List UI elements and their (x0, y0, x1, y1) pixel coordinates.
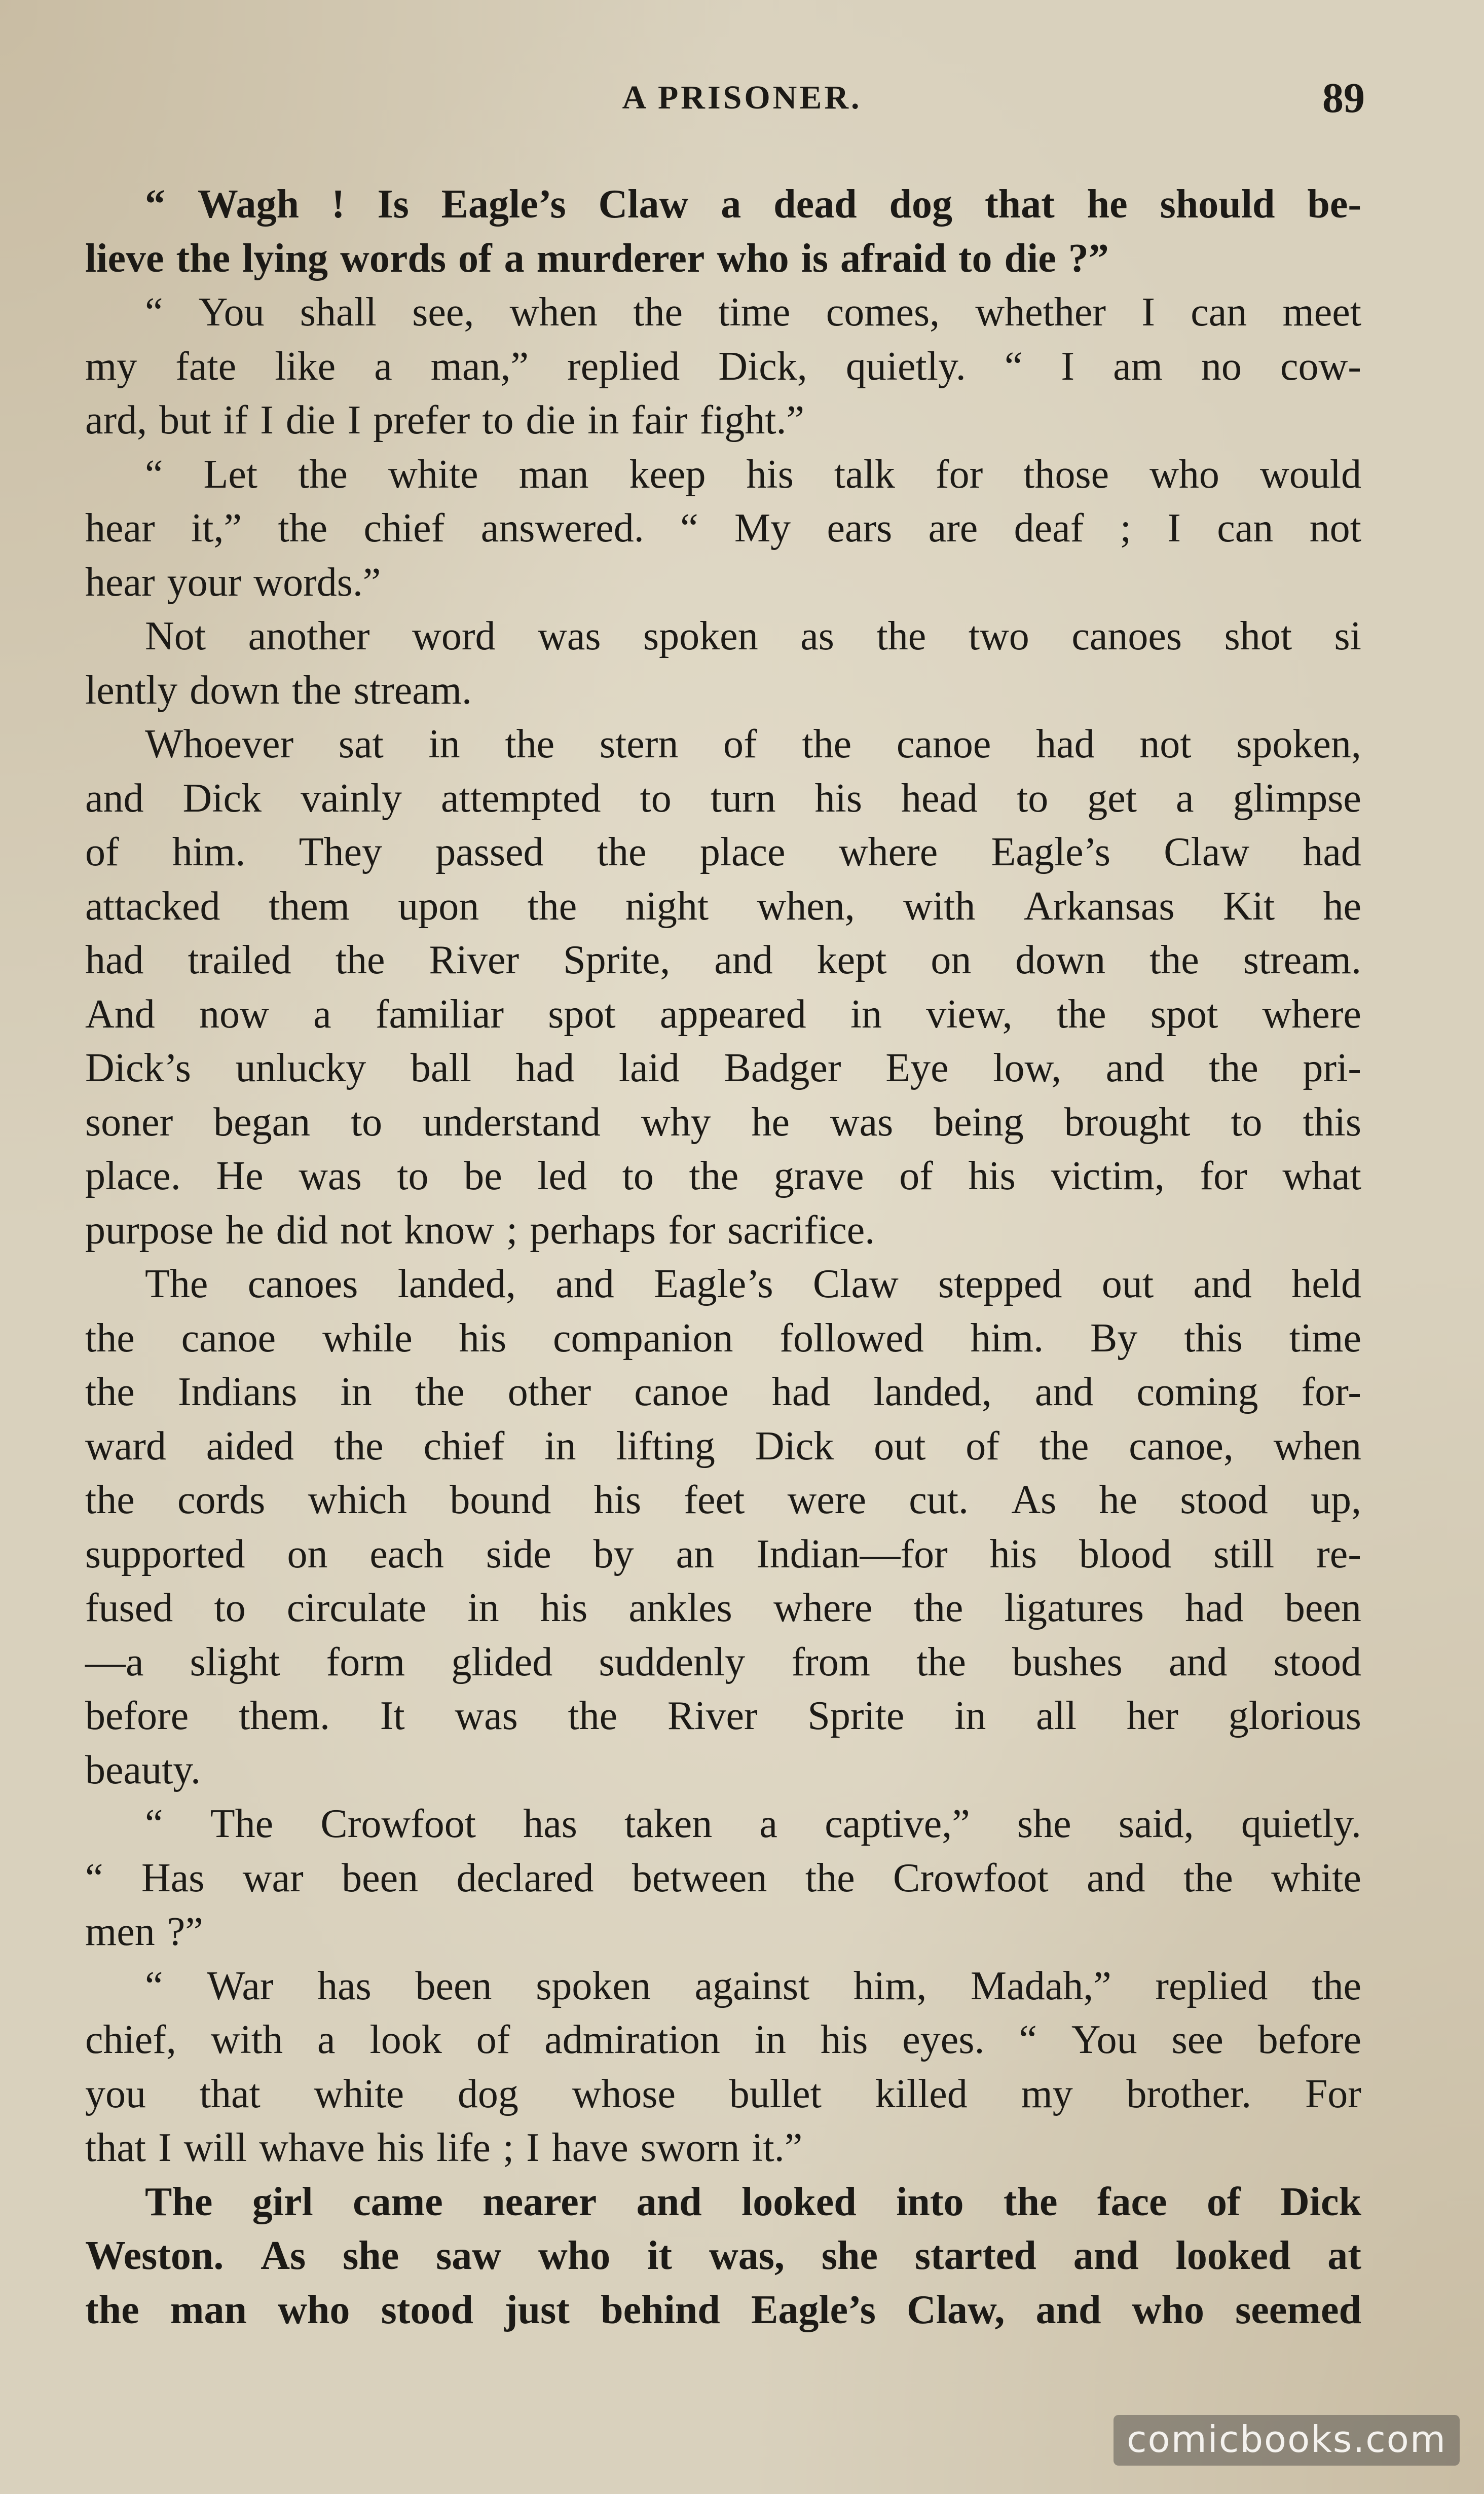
text-line: men ?” (85, 1910, 203, 1954)
text-line: you that white dog whose bullet killed my brother. For (85, 2071, 1361, 2116)
text-line: of him. They passed the place where Eagle’s Claw had (85, 830, 1361, 874)
text-line: the man who stood just behind Eagle’s Claw, and who seemed (85, 2287, 1361, 2332)
text-line: my fate like a man,” replied Dick, quietly. “ I am no cow- (85, 344, 1361, 389)
text-line: The canoes landed, and Eagle’s Claw stepped out and held (145, 1262, 1361, 1306)
page-header (0, 74, 1484, 134)
body-text (85, 177, 1361, 2337)
text-line: soner began to understand why he was being brought to this (85, 1099, 1361, 1145)
running-title: A PRISONER. (622, 79, 862, 116)
text-line: “ You shall see, when the time comes, whether I can meet (145, 290, 1361, 335)
text-line: the canoe while his companion followed him. By this time (85, 1315, 1361, 1361)
text-line: and Dick vainly attempted to turn his head to get a glimpse (85, 776, 1361, 821)
text-line: —a slight form glided suddenly from the bushes and stood (85, 1639, 1361, 1684)
text-line: the Indians in the other canoe had landed, and coming for- (85, 1370, 1361, 1414)
text-line: Whoever sat in the stern of the canoe had not spoken, (145, 722, 1361, 766)
text-line: ward aided the chief in lifting Dick out of the canoe, when (85, 1423, 1361, 1469)
text-line: lieve the lying words of a murderer who is afraid to die ?” (85, 236, 1109, 281)
text-line: Dick’s unlucky ball had laid Badger Eye low, and the pri- (85, 1046, 1361, 1090)
text-line: beauty. (85, 1747, 201, 1792)
text-line: “ Wagh ! Is Eagle’s Claw a dead dog that he should be- (145, 182, 1361, 227)
text-line: Weston. As she saw who it was, she started and looked at (85, 2233, 1361, 2278)
text-line: that I will whave his life ; I have sworn it.” (85, 2125, 803, 2170)
text-line: before them. It was the River Sprite in all her glorious (85, 1694, 1361, 1738)
text-line: the cords which bound his feet were cut. As he stood up, (85, 1478, 1361, 1522)
text-line: place. He was to be led to the grave of his victim, for what (85, 1154, 1361, 1198)
text-line: attacked them upon the night when, with Arkansas Kit he (85, 884, 1361, 929)
watermark: comicbooks.com (1114, 2415, 1460, 2466)
text-line: had trailed the River Sprite, and kept on down the stream. (85, 938, 1361, 982)
text-line: hear your words.” (85, 560, 381, 605)
text-line: chief, with a look of admiration in his eyes. “ You see before (85, 2018, 1361, 2062)
text-line: hear it,” the chief answered. “ My ears are deaf ; I can not (85, 506, 1361, 551)
page-number: 89 (1322, 75, 1365, 122)
text-line: purpose he did not know ; perhaps for sacrifice. (85, 1207, 875, 1253)
text-line: And now a familiar spot appeared in view, the spot where (85, 992, 1361, 1037)
text-line: Not another word was spoken as the two canoes shot si (145, 614, 1361, 658)
text-line: ard, but if I die I prefer to die in fair fight.” (85, 398, 805, 443)
text-line: lently down the stream. (85, 668, 472, 713)
text-line: “ Let the white man keep his talk for those who would (145, 452, 1361, 497)
text-line: “ War has been spoken against him, Madah,” replied the (145, 1963, 1361, 2008)
text-line: supported on each side by an Indian—for his blood still re- (85, 1531, 1361, 1576)
text-line: “ The Crowfoot has taken a captive,” she said, quietly. (145, 1802, 1361, 1846)
text-line: The girl came nearer and looked into the face of Dick (145, 2179, 1361, 2224)
text-line: “ Has war been declared between the Crowfoot and the white (85, 1855, 1361, 1900)
text-line: fused to circulate in his ankles where the ligatures had been (85, 1586, 1361, 1630)
